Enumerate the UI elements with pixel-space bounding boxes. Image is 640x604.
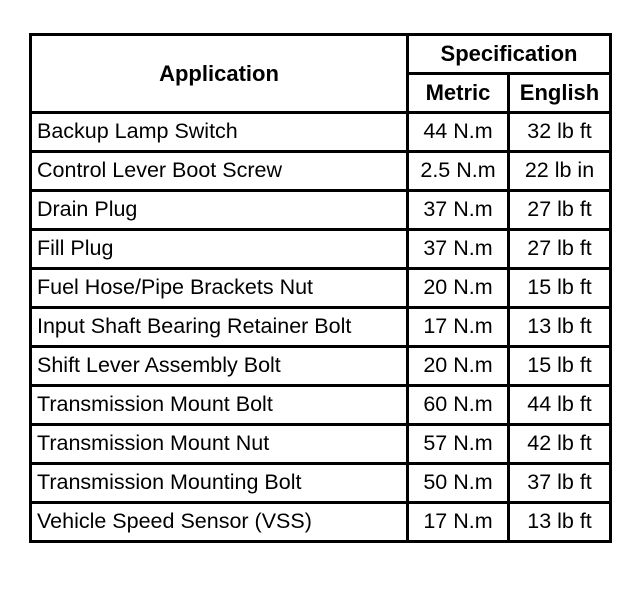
table-row <box>31 152 611 191</box>
application-cell: Control Lever Boot Screw <box>31 152 408 191</box>
table-row <box>31 347 611 386</box>
english-cell: 13 lb ft <box>509 308 611 347</box>
metric-cell: 17 N.m <box>408 308 509 347</box>
table-row <box>31 386 611 425</box>
table-row <box>31 425 611 464</box>
application-cell: Backup Lamp Switch <box>31 113 408 152</box>
english-cell: 42 lb ft <box>509 425 611 464</box>
application-cell: Fill Plug <box>31 230 408 269</box>
metric-cell: 44 N.m <box>408 113 509 152</box>
metric-cell: 2.5 N.m <box>408 152 509 191</box>
english-cell: 15 lb ft <box>509 269 611 308</box>
metric-cell: 60 N.m <box>408 386 509 425</box>
english-cell: 13 lb ft <box>509 503 611 542</box>
table-row <box>31 113 611 152</box>
application-cell: Fuel Hose/Pipe Brackets Nut <box>31 269 408 308</box>
table-row <box>31 230 611 269</box>
english-cell: 22 lb in <box>509 152 611 191</box>
specification-header: Specification <box>408 35 611 74</box>
torque-specification-table <box>29 33 612 543</box>
metric-cell: 37 N.m <box>408 230 509 269</box>
english-cell: 32 lb ft <box>509 113 611 152</box>
table-row <box>31 464 611 503</box>
application-cell: Input Shaft Bearing Retainer Bolt <box>31 308 408 347</box>
metric-header: Metric <box>408 74 509 113</box>
metric-cell: 20 N.m <box>408 269 509 308</box>
english-cell: 44 lb ft <box>509 386 611 425</box>
application-cell: Shift Lever Assembly Bolt <box>31 347 408 386</box>
english-cell: 37 lb ft <box>509 464 611 503</box>
application-cell: Transmission Mount Nut <box>31 425 408 464</box>
application-cell: Transmission Mount Bolt <box>31 386 408 425</box>
application-cell: Transmission Mounting Bolt <box>31 464 408 503</box>
english-header: English <box>509 74 611 113</box>
table-row <box>31 503 611 542</box>
table-row <box>31 269 611 308</box>
metric-cell: 20 N.m <box>408 347 509 386</box>
metric-cell: 37 N.m <box>408 191 509 230</box>
english-cell: 27 lb ft <box>509 230 611 269</box>
english-cell: 15 lb ft <box>509 347 611 386</box>
metric-cell: 57 N.m <box>408 425 509 464</box>
application-cell: Vehicle Speed Sensor (VSS) <box>31 503 408 542</box>
metric-cell: 50 N.m <box>408 464 509 503</box>
table-row <box>31 191 611 230</box>
application-header: Application <box>31 35 408 113</box>
metric-cell: 17 N.m <box>408 503 509 542</box>
english-cell: 27 lb ft <box>509 191 611 230</box>
application-cell: Drain Plug <box>31 191 408 230</box>
table-row <box>31 308 611 347</box>
header-row-top <box>31 35 611 74</box>
